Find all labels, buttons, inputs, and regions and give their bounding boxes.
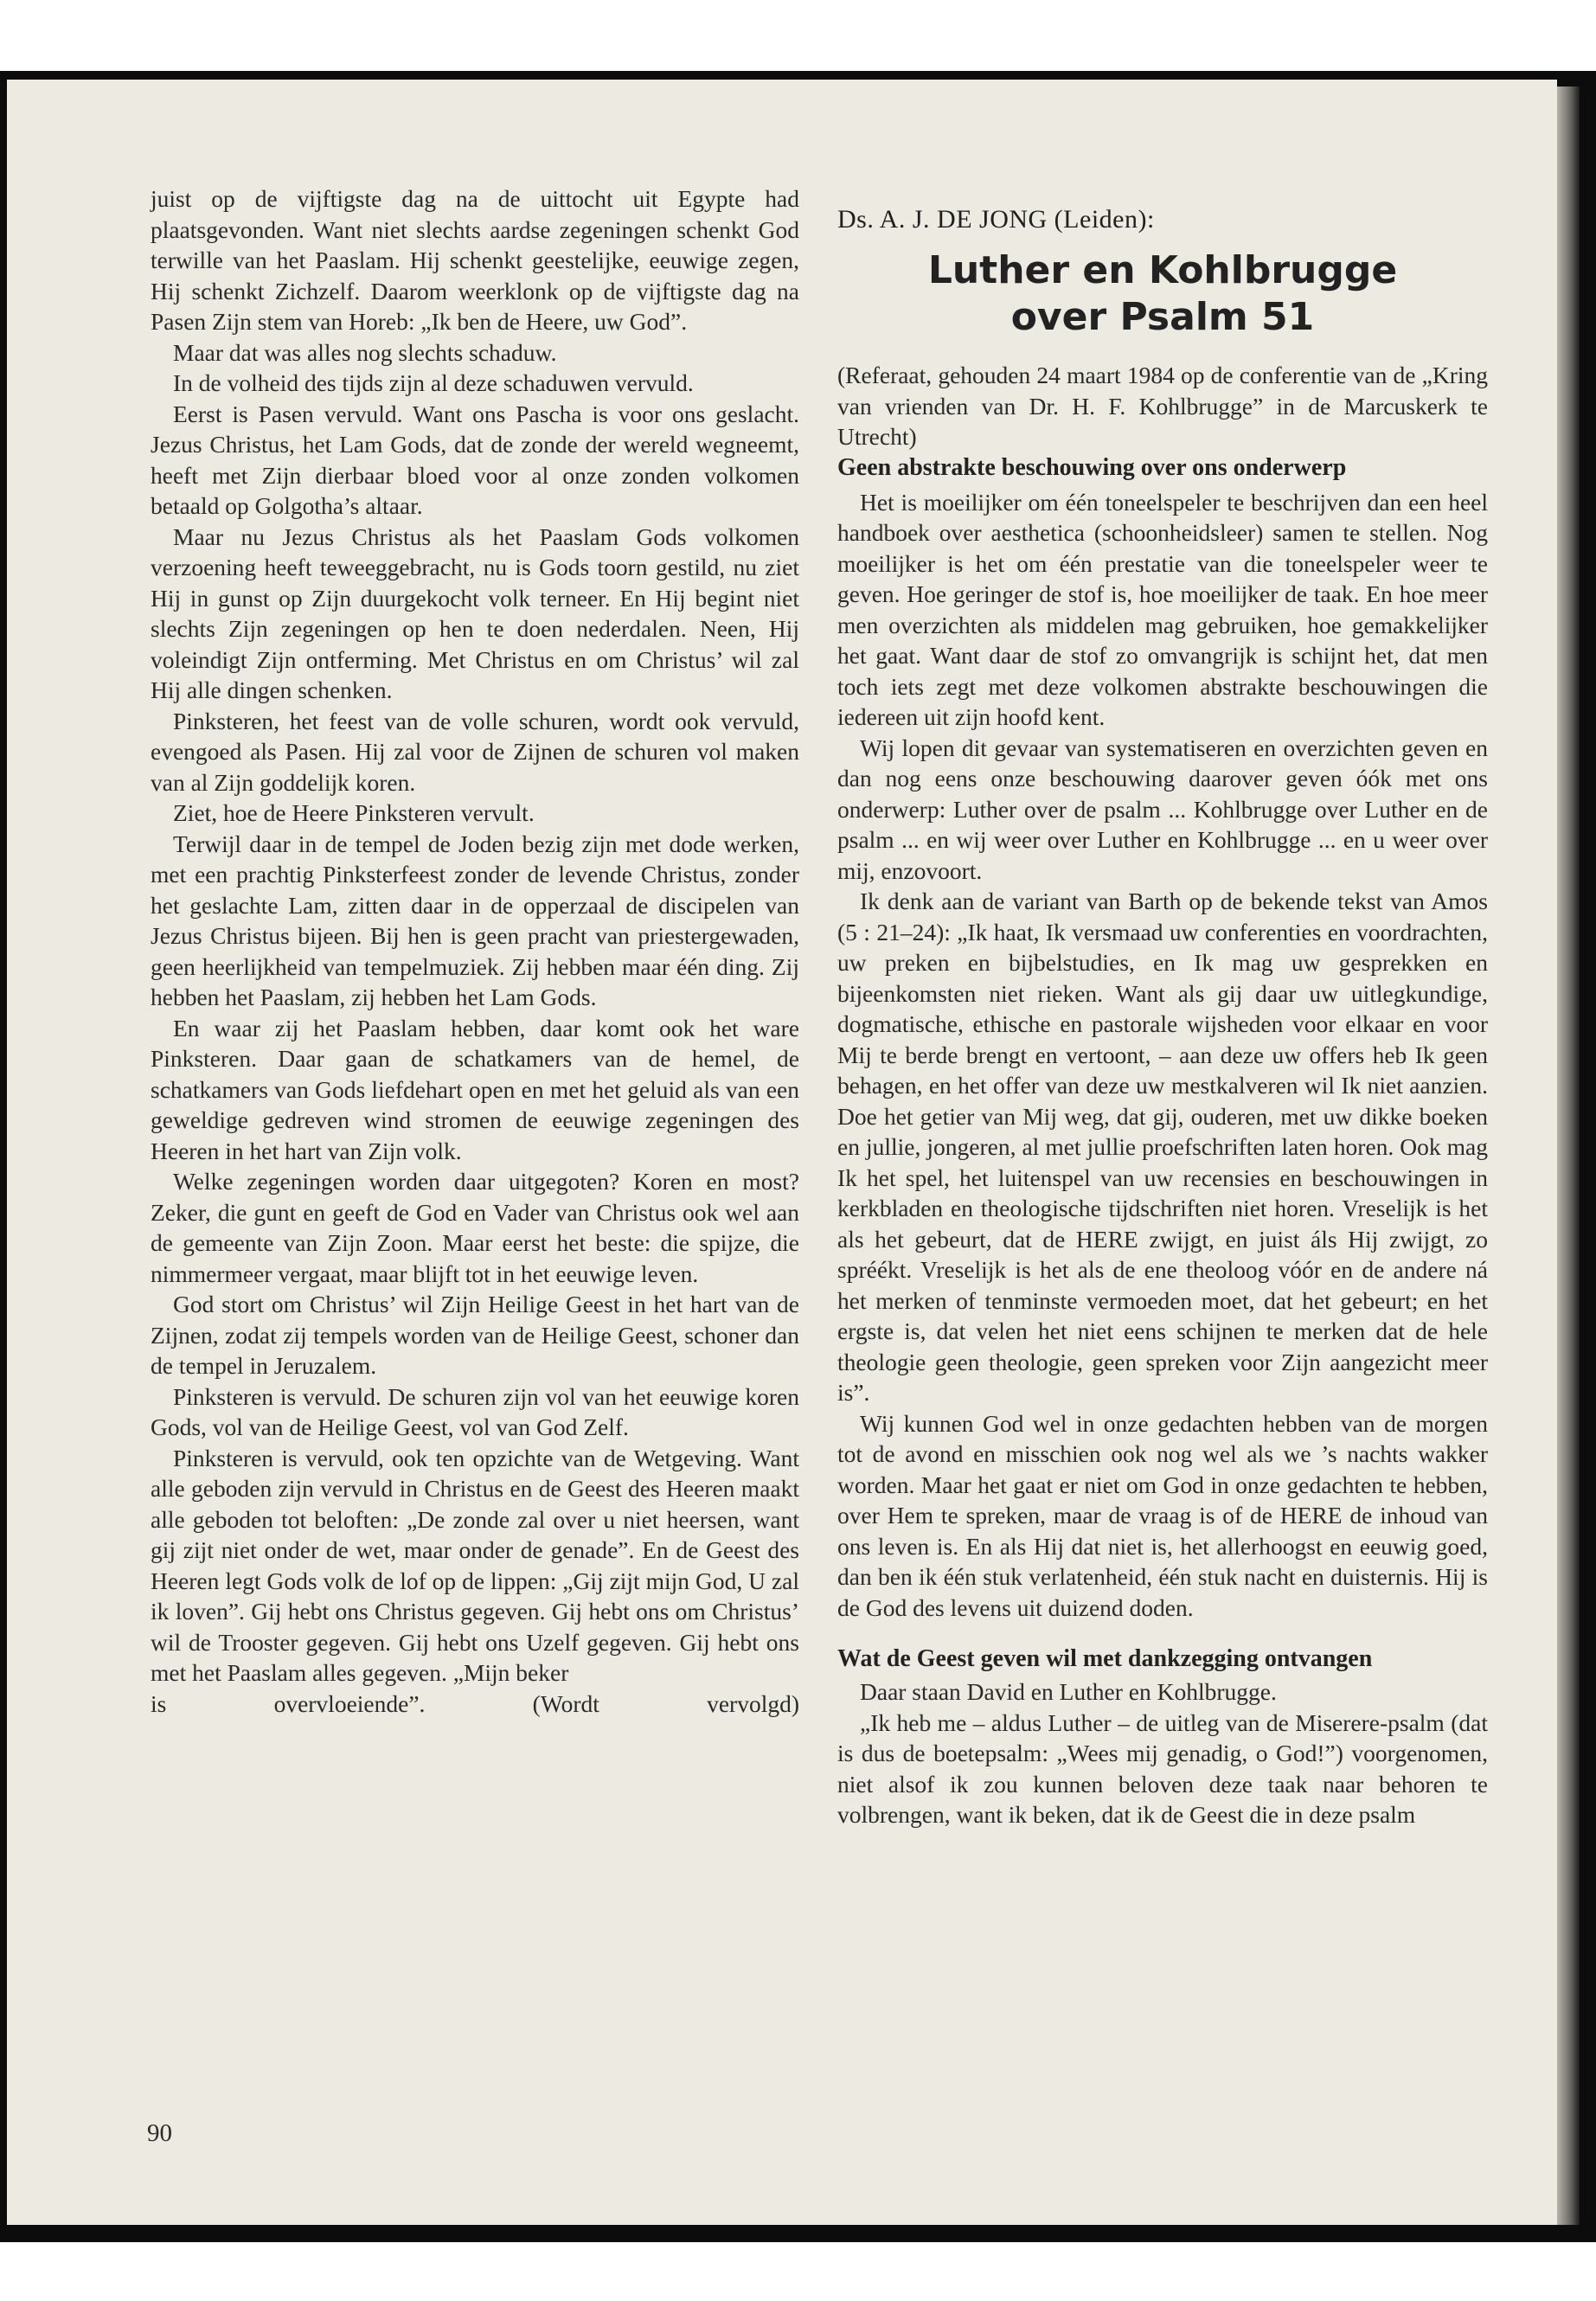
author-line: Ds. A. J. DE JONG (Leiden): (837, 205, 1155, 234)
signoff-line (151, 1689, 799, 1720)
paragraph: juist op de vijftigste dag na de uittocht uit Egypte had plaatsgevonden. Want niet slechts aardse zegeningen schenkt God terwille van het Paaslam. Hij schenkt geestelijke, eeuwige zegen, Hij schenkt Zichzelf. Daarom weerklonk op de vijftigste dag na Pasen Zijn stem van Horeb: „Ik ben de Heere, uw God”. (151, 185, 799, 335)
paragraph: Terwijl daar in de tempel de Joden bezig zijn met dode werken, met een prachtig Pinksterfeest zonder de levende Christus, zonder het geslachte Lam, zitten daar in de opperzaal de discipelen van Jezus Christus bijeen. Bij hen is geen pracht van priestergewaden, geen heerlijkheid van tempelmuziek. Zij hebben maar één ding. Zij hebben het Paaslam, zij hebben het Lam Gods. (151, 830, 799, 1010)
paragraph: Pinksteren is vervuld. De schuren zijn vol van het eeuwige koren Gods, vol van de Heilige Geest, vol van God Zelf. (151, 1382, 799, 1440)
paragraph: Welke zegeningen worden daar uitgegoten? Koren en most? Zeker, die gunt en geeft de God en Vader van Christus ook wel aan de gemeente van Zijn Zoon. Maar eerst het beste: die spijze, die nimmermeer vergaat, maar blijft tot in het eeuwige leven. (151, 1168, 799, 1287)
section-heading: Geen abstrakte beschouwing over ons onderwerp (837, 453, 1347, 481)
paragraph: Het is moeilijker om één toneelspeler te beschrijven dan een heel handboek over aesthetica (schoonheidsleer) samen te stellen. Nog moeilijker is het om één prestatie van die toneelspeler weer te geven. Hoe geringer de stof is, hoe moeilijker de taak. En hoe meer men overzichten als middelen mag gebruiken, hoe gemakkelijker het gaat. Want daar de stof zo omvangrijk is schijnt het, dat men toch iets zegt met deze volkomen abstrakte beschouwingen die iedereen uit zijn hoofd kent. (837, 488, 1488, 730)
paragraph: Maar nu Jezus Christus als het Paaslam Gods volkomen verzoening heeft teweeggebracht, nu is Gods toorn gestild, nu ziet Hij in gunst op Zijn duurgekocht volk terneer. En Hij begint niet slechts Zijn zegeningen op hen te doen nederdalen. Neen, Hij voleindigt Zijn ontferming. Met Christus en om Christus’ wil zal Hij alle dingen schenken. (151, 522, 799, 703)
paragraph: Daar staan David en Luther en Kohlbrugge. (860, 1678, 1277, 1705)
paragraph: Wij lopen dit gevaar van systematiseren en overzichten geven en dan nog eens onze beschouwing daarover geven óók met ons onderwerp: Luther over de psalm ... Kohlbrugge over Luther en de psalm ... en wij weer over Luther en Kohlbrugge ... en u weer over mij, enzovoort. (837, 734, 1488, 884)
right-column (837, 183, 1488, 1830)
page-edge-shadow (1557, 87, 1580, 2225)
continuation-note: (Wordt vervolgd) (532, 1689, 800, 1717)
paragraph: Wij kunnen God wel in onze gedachten hebben van de morgen tot de avond en misschien ook nog wel als we ’s nachts wakker worden. Maar het gaat er niet om God in onze gedachten te hebben, over Hem te spreken, maar de vraag is of de HERE de inhoud van ons leven is. En als Hij dat niet is, het allerhoogst en eeuwig goed, dan ben ik één stuk verlatenheid, één stuk nacht en duisternis. Hij is de God des levens uit duizend doden. (837, 1409, 1488, 1621)
paragraph: „Ik heb me – aldus Luther – de uitleg van de Miserere-psalm (dat is dus de boetepsalm: „Wees mij genadig, o God!”) voorgenomen, niet alsof ik zou kunnen beloven deze taak naar behoren te volbrengen, want ik beken, dat ik de Geest die in deze psalm (837, 1708, 1488, 1828)
paragraph: Ziet, hoe de Heere Pinksteren vervult. (173, 799, 535, 826)
title-line-2: over Psalm 51 (1010, 295, 1315, 339)
paragraph: God stort om Christus’ wil Zijn Heilige Geest in het hart van de Zijnen, zodat zij tempels worden van de Heilige Geest, schoner dan de tempel in Jeruzalem. (151, 1291, 799, 1379)
section-heading: Wat de Geest geven wil met dankzegging ontvangen (837, 1645, 1373, 1672)
signoff-text: is overvloeiende”. (151, 1689, 426, 1717)
paragraph: In de volheid des tijds zijn al deze schaduwen vervuld. (173, 369, 694, 396)
title-line-1: Luther en Kohlbrugge (927, 248, 1398, 292)
paragraph: Ik denk aan de variant van Barth op de bekende tekst van Amos (5 : 21–24): „Ik haat, Ik versmaad uw conferenties en voordrachten, uw preken en bijbelstudies, en Ik mag uw gesprekken en bijeenkomsten niet rieken. Want als gij daar uw uitlegkundige, dogmatische, ethische en pastorale wijsheden voor elkaar en voor Mij te berde brengt en vertoont, – aan deze uw offers heb Ik geen behagen, en het offer van deze uw mestkalveren wil Ik niet aanzien. Doe het getier van Mij weg, dat gij, ouderen, met uw dikke boeken en jullie, jongeren, al met jullie proefschriften laten horen. Ook mag Ik het spel, het luitenspel van uw recensies en beschouwingen in kerkbladen en theologische tijdschriften niet horen. Vreselijk is het als het gebeurt, dat de HERE zwijgt, en juist áls Hij zwijgt, zo spréékt. Vreselijk is het als de ene theoloog vóór en de andere ná het merken of tenminste vermoeden moet, dat het gebeurt; en het ergste is, dat velen het niet eens schijnen te merken dat de hele theologie geen theologie, geen spreken voor Zijn aangezicht meer is”. (837, 888, 1488, 1406)
article-title (837, 247, 1488, 341)
paragraph: Eerst is Pasen vervuld. Want ons Pascha is voor ons geslacht. Jezus Christus, het Lam Gods, dat de zonde der wereld wegneemt, heeft met Zijn dierbaar bloed voor al onze zonden volkomen betaald op Golgotha’s altaar. (151, 400, 799, 519)
paragraph: En waar zij het Paaslam hebben, daar komt ook het ware Pinksteren. Daar gaan de schatkamers van de hemel, de schatkamers van Gods liefdehart open en met het geluid als van een geweldige gedreven wind stromen de eeuwige zegeningen des Heeren in het hart van Zijn volk. (151, 1014, 799, 1164)
article-subtitle: (Referaat, gehouden 24 maart 1984 op de conferentie van de „Kring van vrienden van Dr. H. F. Kohlbrugge” in de Marcuskerk te Utrecht) (837, 362, 1488, 450)
left-column (151, 183, 799, 1719)
paragraph: Pinksteren, het feest van de volle schuren, wordt ook vervuld, evengoed als Pasen. Hij zal voor de Zijnen de schuren vol maken van al Zijn goddelijk koren. (151, 707, 799, 796)
paragraph: Pinksteren is vervuld, ook ten opzichte van de Wetgeving. Want alle geboden zijn vervuld in Christus en de Geest des Heeren maakt alle geboden tot beloften: „De zonde zal over u niet heersen, want gij zijt niet onder de wet, maar onder de genade”. En de Geest des Heeren legt Gods volk de lof op de lippen: „Gij zijt mijn God, U zal ik loven”. Gij hebt ons Christus gegeven. Gij hebt ons om Christus’ wil de Trooster gegeven. Gij hebt ons Uzelf gegeven. Gij hebt ons met het Paaslam alles gegeven. „Mijn beker (151, 1444, 799, 1686)
page-number: 90 (147, 2119, 172, 2147)
paragraph: Maar dat was alles nog slechts schaduw. (173, 338, 557, 366)
